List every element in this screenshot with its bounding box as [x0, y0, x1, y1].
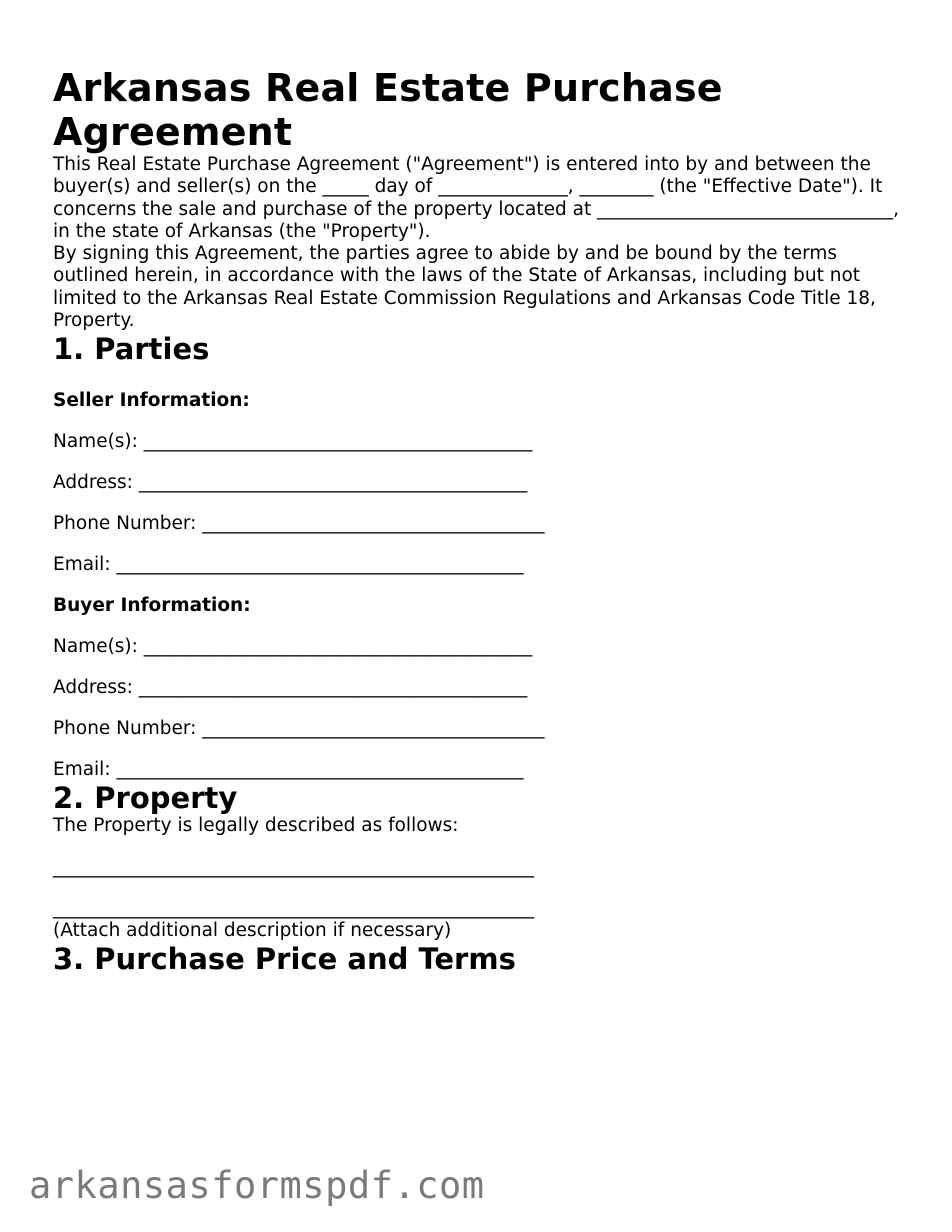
intro-paragraph-effective-date: This Real Estate Purchase Agreement ("Agreement") is entered into by and between the buyer(s) and seller(s) on the _____ day of ______________, ________ (the "Effective Date"). It concerns the sale and purchase of the property located at ________________________________, in the state of Arkansas (the "Property"). — [53, 154, 900, 242]
buyer-information-block — [53, 595, 903, 781]
property-description-intro: The Property is legally described as follows: — [53, 815, 459, 837]
section-heading-property: 2. Property — [53, 781, 238, 816]
seller-phone-field[interactable]: Phone Number: _____________________________________ — [53, 513, 545, 535]
section-heading-parties: 1. Parties — [53, 332, 210, 367]
section-heading-purchase-price: 3. Purchase Price and Terms — [53, 941, 516, 976]
seller-email-field[interactable]: Email: ____________________________________________ — [53, 554, 524, 576]
seller-address-field[interactable]: Address: __________________________________________ — [53, 472, 528, 494]
property-attachment-note: (Attach additional description if necessary) — [53, 919, 452, 941]
site-watermark: arkansasformspdf.com — [29, 1164, 485, 1207]
seller-information-block — [53, 390, 903, 576]
seller-name-field[interactable]: Name(s): __________________________________________ — [53, 431, 533, 453]
intro-paragraph-governing-law: By signing this Agreement, the parties agree to abide by and be bound by the terms outlined herein, in accordance with the laws of the State of Arkansas, including but not limited to the Arkansas Real Estate Commission Regulations and Arkansas Code Title 18, Property. — [53, 243, 876, 332]
seller-information-heading: Seller Information: — [53, 390, 250, 412]
buyer-address-field[interactable]: Address: __________________________________________ — [53, 677, 528, 699]
property-description-line-2[interactable]: ____________________________________________________ — [53, 897, 534, 919]
buyer-name-field[interactable]: Name(s): __________________________________________ — [53, 636, 533, 658]
document-title: Arkansas Real Estate Purchase Agreement — [53, 66, 723, 154]
buyer-phone-field[interactable]: Phone Number: _____________________________________ — [53, 718, 545, 740]
property-description-line-1[interactable]: ____________________________________________________ — [53, 856, 534, 878]
buyer-information-heading: Buyer Information: — [53, 595, 251, 617]
buyer-email-field[interactable]: Email: ____________________________________________ — [53, 759, 524, 781]
document-page — [53, 66, 903, 976]
